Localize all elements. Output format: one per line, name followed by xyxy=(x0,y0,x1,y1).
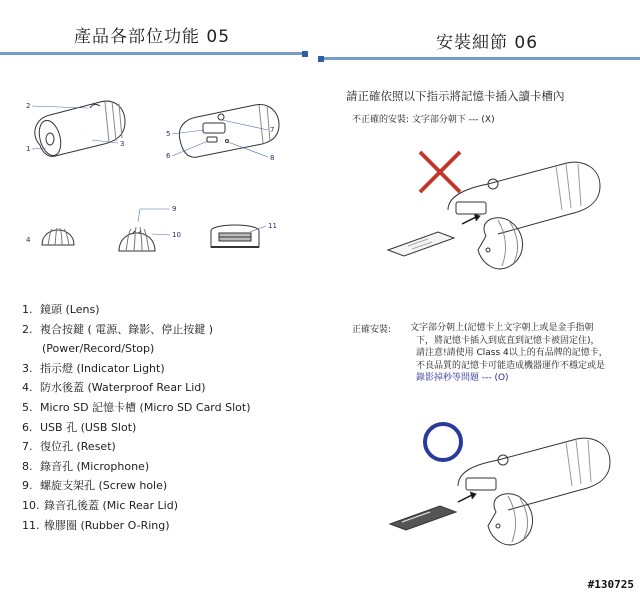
wrong-x-mark-icon xyxy=(420,152,460,192)
correct-note-line-4: 不良品質的記憶卡可能造成機器運作不穩定或是 xyxy=(416,360,606,371)
left-page-title: 產品各部位功能 05 xyxy=(74,27,231,47)
correct-install-illustration xyxy=(388,420,638,555)
part-item-11: 11. 橡膠圈 (Rubber O-Ring) xyxy=(22,518,170,532)
correct-install-notes xyxy=(410,322,608,385)
callout-3: 3 xyxy=(120,140,125,148)
right-page-title: 安裝細節 06 xyxy=(436,33,539,53)
install-heading: 請正確依照以下指示將記憶卡插入讀卡槽內 xyxy=(346,89,565,103)
part-item-4: 4. 防水後蓋 (Waterproof Rear Lid) xyxy=(22,381,206,395)
callout-2: 2 xyxy=(26,102,31,110)
parts-list xyxy=(22,300,251,535)
callout-4: 4 xyxy=(26,236,31,244)
correct-note-line-5: 錄影掉秒等問題 --- (O) xyxy=(416,373,509,383)
part-item-2-sub: (Power/Record/Stop) xyxy=(42,342,155,356)
callout-1: 1 xyxy=(26,145,31,153)
part-item-2: 2. 複合按鍵 ( 電源、錄影、停止按鍵 ) xyxy=(22,322,214,336)
callout-6: 6 xyxy=(166,152,171,160)
part-item-10: 10. 錄音孔後蓋 (Mic Rear Lid) xyxy=(22,498,179,512)
corner-tag: #130725 xyxy=(587,578,634,591)
part-item-9: 9. 螺旋支架孔 (Screw hole) xyxy=(22,479,168,493)
right-title-rule xyxy=(318,57,640,60)
left-page xyxy=(0,0,318,595)
callout-8: 8 xyxy=(270,154,275,162)
correct-note-line-2: 下，將記憶卡插入到底直到記憶卡被固定住)， xyxy=(416,335,600,346)
callout-lines-ring xyxy=(0,0,318,300)
callout-11: 11 xyxy=(268,222,277,230)
part-item-8: 8. 錄音孔 (Microphone) xyxy=(22,459,150,473)
part-item-3: 3. 指示燈 (Indicator Light) xyxy=(22,361,165,375)
wrong-install-text: 文字部分朝下 --- (X) xyxy=(411,115,495,125)
callout-9: 9 xyxy=(172,205,177,213)
correct-note-line-1: 文字部分朝上(記憶卡上文字朝上或是金手指朝 xyxy=(410,323,594,333)
callout-10: 10 xyxy=(172,231,181,239)
wrong-install-label: 不正確的安裝: xyxy=(352,115,410,125)
wrong-install-line xyxy=(352,112,495,125)
correct-o-mark-icon xyxy=(425,424,461,460)
right-page xyxy=(318,0,640,595)
wrong-install-illustration xyxy=(378,150,628,280)
callout-5: 5 xyxy=(166,130,171,138)
correct-note-line-3: 請注意!請使用 Class 4以上的有品牌的記憶卡， xyxy=(416,348,608,358)
part-item-7: 7. 復位孔 (Reset) xyxy=(22,440,116,454)
correct-install-label: 正確安裝: xyxy=(352,325,392,335)
callout-7: 7 xyxy=(270,126,275,134)
part-item-1: 1. 鏡頭 (Lens) xyxy=(22,303,100,316)
part-item-6: 6. USB 孔 (USB Slot) xyxy=(22,420,137,434)
part-item-5: 5. Micro SD 記憶卡槽 (Micro SD Card Slot) xyxy=(22,400,251,414)
